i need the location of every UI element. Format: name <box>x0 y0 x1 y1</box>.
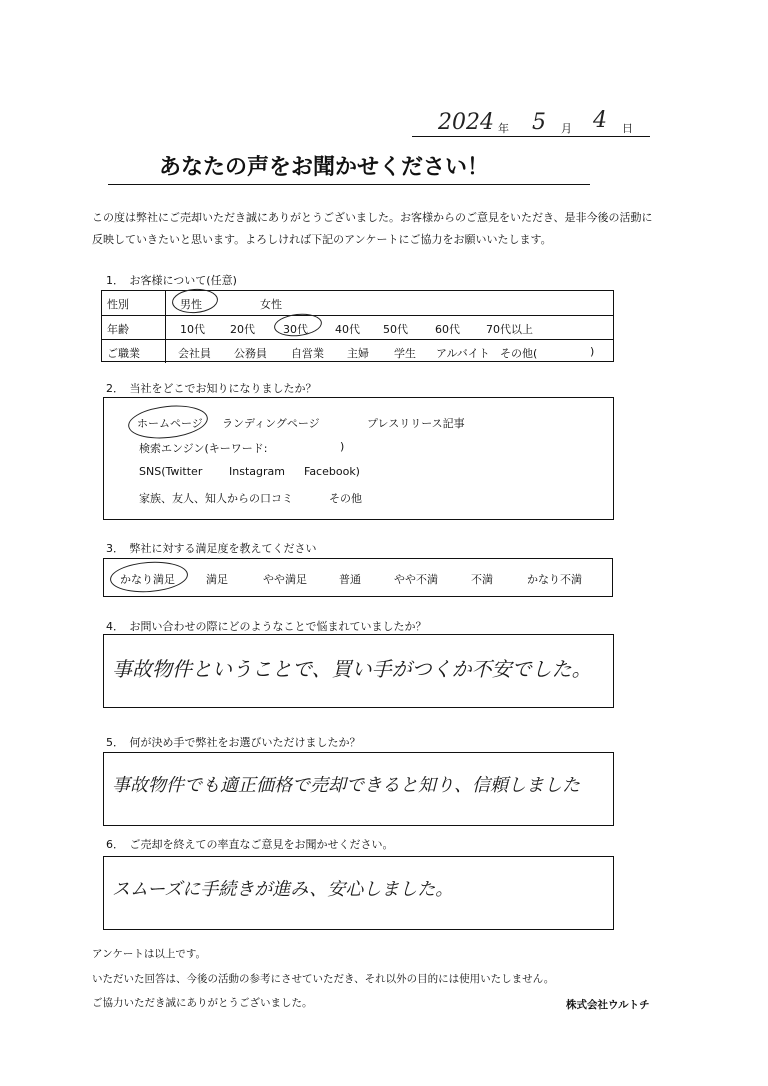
answer5-text[interactable]: 事故物件でも適正価格で売却できると知り、信頼しました <box>112 775 580 796</box>
answer6-text[interactable]: スムーズに手続きが進み、安心しました。 <box>112 879 454 900</box>
source-option-landing-page[interactable]: ランディングページ <box>222 417 320 430</box>
source-option-other[interactable]: その他 <box>329 492 362 505</box>
date-year-label: 年 <box>498 122 509 135</box>
section3-heading: 3． 弊社に対する満足度を教えてください <box>106 542 317 555</box>
date-underline <box>412 136 650 137</box>
source-option-sns-facebook[interactable]: Facebook) <box>304 465 360 478</box>
answer4-text[interactable]: 事故物件ということで、買い手がつくか不安でした。 <box>112 657 592 681</box>
age-option-60s[interactable]: 60代 <box>435 323 460 336</box>
job-option-other[interactable]: その他( <box>500 347 538 360</box>
intro-line-2: 反映していきたいと思います。よろしければ下記のアンケートにご協力をお願いいたします。 <box>92 233 552 246</box>
title-underline <box>108 184 590 185</box>
footer-line-1: アンケートは以上です。 <box>92 948 207 960</box>
age-option-50s[interactable]: 50代 <box>383 323 408 336</box>
gender-label: 性別 <box>102 291 166 315</box>
very-satisfied-circle <box>109 559 189 594</box>
age-option-70s-plus[interactable]: 70代以上 <box>486 323 533 336</box>
satisfaction-dissatisfied[interactable]: 不満 <box>471 573 493 586</box>
date-day-label: 日 <box>622 122 633 135</box>
date-year: 2024 <box>438 110 494 135</box>
job-option-student[interactable]: 学生 <box>394 347 416 360</box>
section5-heading: 5． 何が決め手で弊社をお選びいただけましたか？ <box>106 736 361 749</box>
job-option-self-employed[interactable]: 自営業 <box>291 347 324 360</box>
section6-heading: 6． ご売却を終えての率直なご意見をお聞かせください。 <box>106 838 394 851</box>
age-option-40s[interactable]: 40代 <box>335 323 360 336</box>
satisfaction-somewhat-dissatisfied[interactable]: やや不満 <box>394 573 438 586</box>
customer-info-table <box>101 290 614 362</box>
satisfaction-satisfied[interactable]: 満足 <box>206 573 228 586</box>
footer-line-3: ご協力いただき誠にありがとうございました。 <box>92 997 313 1009</box>
source-option-search-engine-close: ) <box>340 440 345 453</box>
homepage-circle <box>127 402 210 442</box>
job-label: ご職業 <box>102 340 166 363</box>
satisfaction-options-box <box>103 558 613 597</box>
answer5-box <box>103 752 614 826</box>
job-option-public-servant[interactable]: 公務員 <box>234 347 267 360</box>
age-option-10s[interactable]: 10代 <box>180 323 205 336</box>
date-day: 4 <box>593 108 607 133</box>
satisfaction-very-dissatisfied[interactable]: かなり不満 <box>527 573 582 586</box>
age-option-30s[interactable]: 30代 <box>283 323 308 336</box>
date-month: 5 <box>532 110 546 135</box>
source-option-press-release[interactable]: プレスリリース記事 <box>367 417 465 430</box>
age-row <box>102 315 613 339</box>
job-option-housewife[interactable]: 主婦 <box>347 347 369 360</box>
satisfaction-very-satisfied[interactable]: かなり満足 <box>120 573 175 586</box>
job-option-other-close: ) <box>590 345 595 358</box>
source-option-word-of-mouth[interactable]: 家族、友人、知人からの口コミ <box>139 492 293 505</box>
job-option-employee[interactable]: 会社員 <box>178 347 211 360</box>
source-option-search-engine[interactable]: 検索エンジン(キーワード: <box>139 442 268 455</box>
gender-option-male[interactable]: 男性 <box>180 298 202 311</box>
satisfaction-somewhat-satisfied[interactable]: やや満足 <box>263 573 307 586</box>
age-label: 年齢 <box>102 316 166 339</box>
source-option-sns-instagram[interactable]: Instagram <box>229 465 285 478</box>
source-options-box <box>103 397 614 520</box>
gender-option-female[interactable]: 女性 <box>260 298 282 311</box>
source-option-sns-twitter[interactable]: SNS(Twitter <box>139 465 203 478</box>
source-option-homepage[interactable]: ホームページ <box>137 417 203 430</box>
company-name: 株式会社ウルトチ <box>566 999 650 1011</box>
job-option-part-time[interactable]: アルバイト <box>436 347 490 360</box>
footer-line-2: いただいた回答は、今後の活動の参考にさせていただき、それ以外の目的には使用いたしません。 <box>92 973 555 985</box>
intro-line-1: この度は弊社にご売却いただき誠にありがとうございました。お客様からのご意見をいただき、是非今後の活動に <box>92 211 653 224</box>
age-option-20s[interactable]: 20代 <box>230 323 255 336</box>
page-title: あなたの声をお聞かせください！ <box>159 155 490 180</box>
satisfaction-neutral[interactable]: 普通 <box>339 573 361 586</box>
section2-heading: 2． 当社をどこでお知りになりましたか？ <box>106 382 317 395</box>
section1-heading: 1． お客様について(任意) <box>106 274 237 287</box>
answer6-box <box>103 856 614 930</box>
job-row <box>102 339 613 363</box>
answer4-box <box>103 634 614 708</box>
section4-heading: 4． お問い合わせの際にどのようなことで悩まれていましたか？ <box>106 620 427 633</box>
date-month-label: 月 <box>561 122 572 135</box>
